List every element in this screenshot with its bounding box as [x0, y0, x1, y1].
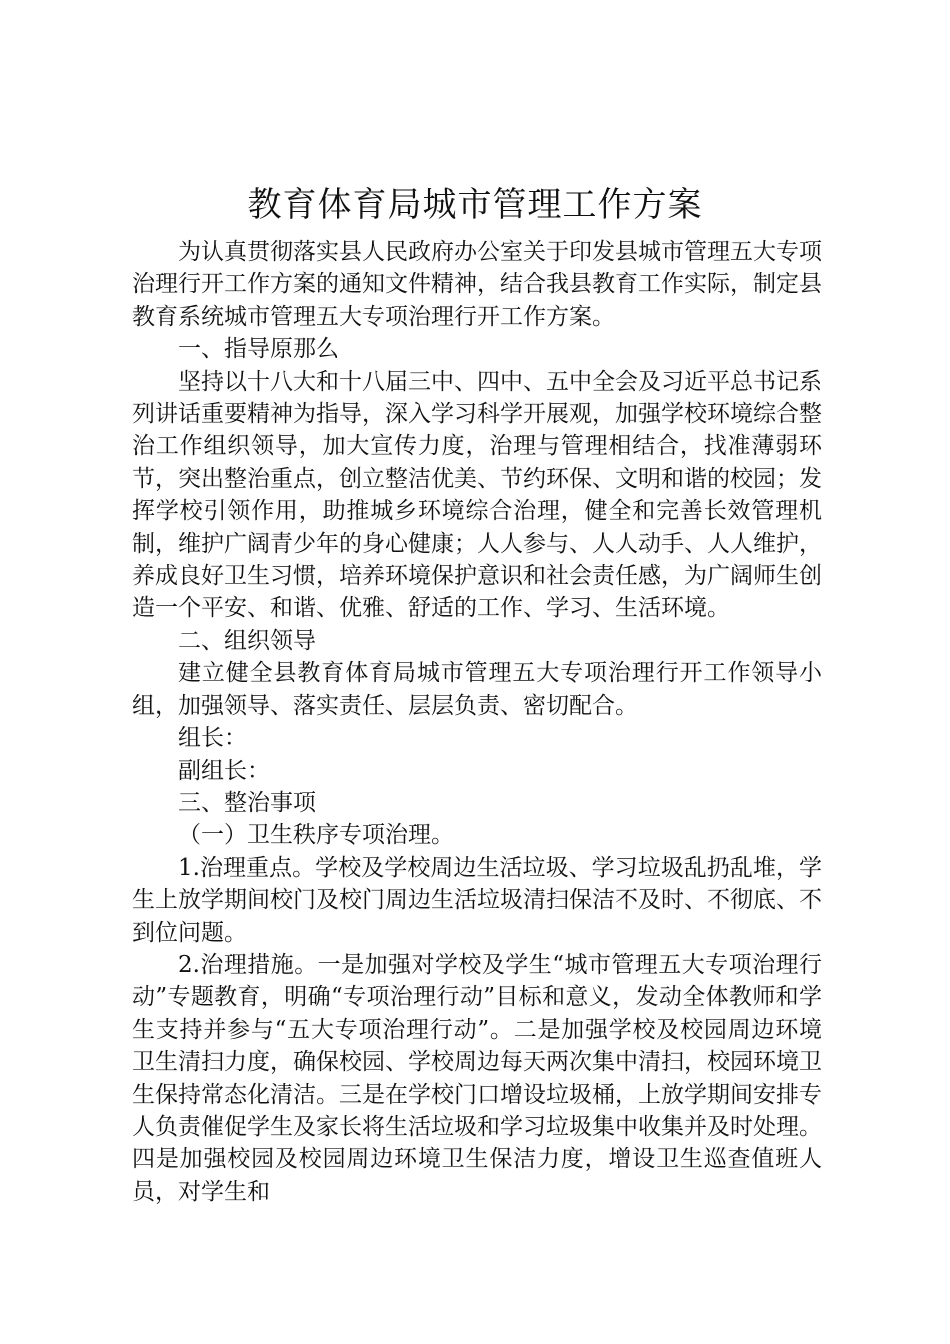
- deputy-leader-line: 副组长：: [178, 757, 270, 784]
- section-heading-rectification-items: 三、整治事项: [178, 789, 316, 816]
- section-heading-guiding-principles: 一、指导原那么: [178, 336, 339, 363]
- intro-paragraph: 为认真贯彻落实县人民政府办公室关于印发县城市管理五大专项治理行开工作方案的通知文件精神，结合我县教育工作实际，制定县教育系统城市管理五大专项治理行开工作方案。: [132, 239, 822, 330]
- section-heading-organization: 二、组织领导: [178, 627, 316, 654]
- organization-paragraph: 建立健全县教育体育局城市管理五大专项治理行开工作领导小组，加强领导、落实责任、层层负责、密切配合。: [132, 660, 822, 719]
- document-title: 教育体育局城市管理工作方案: [247, 185, 703, 225]
- guiding-principles-paragraph: 坚持以十八大和十八届三中、四中、五中全会及习近平总书记系列讲话重要精神为指导，深入学习科学开展观，加强学校环境综合整治工作组织领导，加大宣传力度，治理与管理相结合，找准薄弱环节，突出整治重点，创立整洁优美、节约环保、文明和谐的校园；发挥学校引领作用，助推城乡环境综合治理，健全和完善长效管理机制，维护广阔青少年的身心健康；人人参与、人人动手、人人维护，养成良好卫生习惯，培养环境保护意识和社会责任感，为广阔师生创造一个平安、和谐、优雅、舒适的工作、学习、生活环境。: [132, 368, 822, 622]
- governance-measures-paragraph: 2.治理措施。一是加强对学校及学生“城市管理五大专项治理行动”专题教育，明确“专项治理行动”目标和意义，发动全体教师和学生支持并参与“五大专项治理行动”。二是加强学校及校园周边环境卫生清扫力度，确保校园、学校周边每天两次集中清扫，校园环境卫生保持常态化清洁。三是在学校门口增设垃圾桶，上放学期间安排专人负责催促学生及家长将生活垃圾和学习垃圾集中收集并及时处理。四是加强校园及校园周边环境卫生保洁力度，增设卫生巡查值班人员，对学生和: [132, 951, 822, 1205]
- subsection-heading-sanitation: （一）卫生秩序专项治理。: [178, 822, 454, 849]
- team-leader-line: 组长：: [178, 725, 247, 752]
- governance-focus-paragraph: 1.治理重点。学校及学校周边生活垃圾、学习垃圾乱扔乱堆，学生上放学期间校门及校门周边生活垃圾清扫保洁不及时、不彻底、不到位问题。: [132, 854, 822, 946]
- document-body: [132, 236, 822, 1208]
